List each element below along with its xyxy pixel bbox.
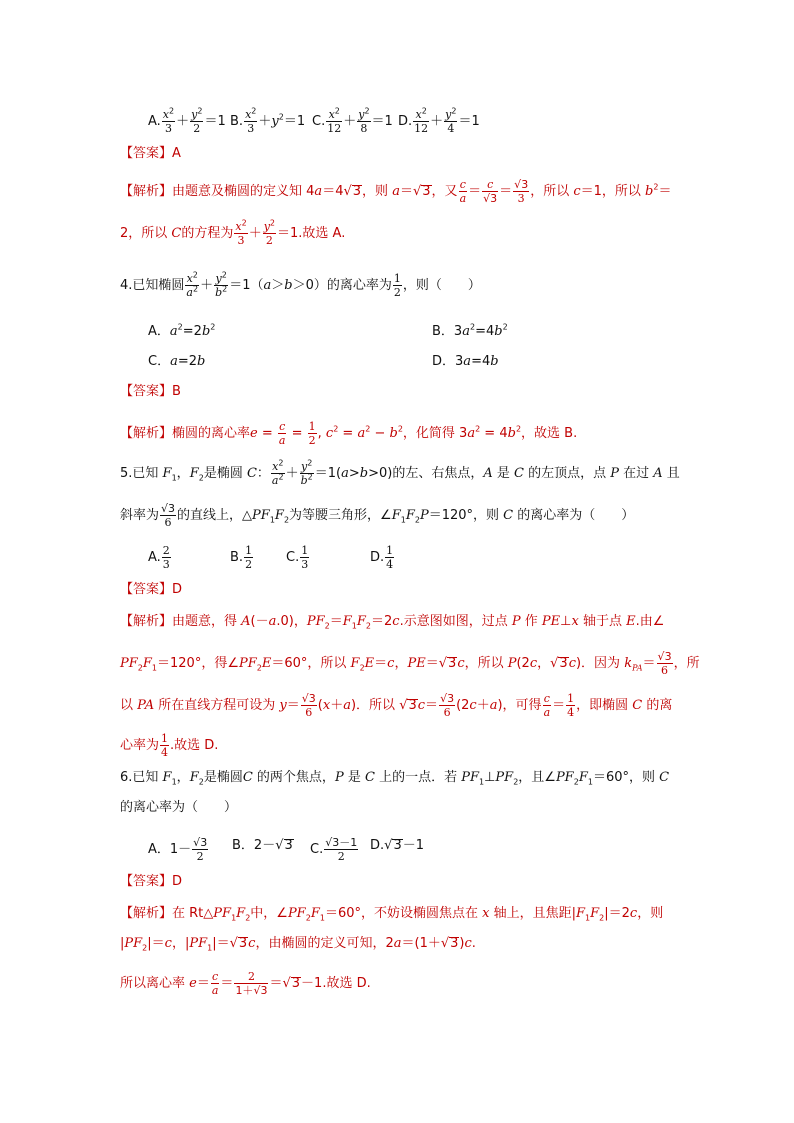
q3-option-c: C. $\frac{x^2}{12}$ ＋ $\frac{y^2}{8}$ ＝1 (312, 106, 393, 135)
q5-analysis-line4: 心率为 $\frac{1}{4}$ .故选 D. (120, 732, 219, 759)
q4-stem: 4.已知椭圆 $\frac{x^2}{a^2}$ ＋ $\frac{y^2}{b^2}$ ＝1（a＞b＞0）的离心率为 $\frac{1}{2}$ ，则（ ） (120, 270, 481, 299)
q3-option-b: B. $\frac{x^2}{3}$ $+y^2=1$ (230, 106, 306, 135)
q6-answer: 【答案】D (120, 874, 183, 889)
q5-stem-line1: 5.已知 $F_1$，$F_2$是椭圆 C： $\frac{x^2}{a^2}$ ＋ $\frac{y^2}{b^2}$ ＝1(a>b>0)的左、右焦点，A 是 C 的左顶点，点 P 在过 A 且 (120, 458, 680, 487)
q3-answer: 【答案】A (120, 146, 181, 161)
q4-option-c: C．a=2b (148, 354, 206, 369)
q5-answer: 【答案】D (120, 582, 183, 597)
q6-stem-line1: 6.已知 $F_1$，$F_2$是椭圆C 的两个焦点，P 是 C 上的一点．若 $PF_1\perp PF_2$，且$\angle PF_2F_1=60^\circ$，则 C (120, 770, 670, 787)
q6-option-c: C. $\frac{√3-1}{2}$ (310, 836, 358, 863)
q5-option-c: C. $\frac{1}{3}$ (286, 544, 309, 571)
q5-option-a: A. $\frac{2}{3}$ (148, 544, 170, 571)
q5-stem-line2: 斜率为 $\frac{√3}{6}$ 的直线上，$\triangle PF_1F_2$为等腰三角形，$\angle F_1F_2P=120^\circ$，则 C 的离心率为（ ） (120, 502, 635, 529)
q6-option-d: D.√3－1 (370, 838, 425, 853)
q6-option-a: A．1－ $\frac{√3}{2}$ (148, 836, 208, 863)
q5-option-b: B. $\frac{1}{2}$ (230, 544, 253, 571)
q3-analysis-line2: 2，所以 C的方程为 $\frac{x^2}{3}$ ＋ $\frac{y^2}{2}$ ＝1.故选 A. (120, 218, 346, 247)
q6-stem-line2: 的离心率为（ ） (120, 800, 238, 815)
q3-option-d: D. $\frac{x^2}{12}$ ＋ $\frac{y^2}{4}$ ＝1 (398, 106, 480, 135)
q4-analysis: 【解析】椭圆的离心率e = $\frac{c}{a}$ = $\frac{1}{2}$ , $c^2 = a^2 - b^2$，化简得 $3a^2 = 4b^2$，故选 B. (120, 420, 578, 447)
q4-option-d: D．3a=4b (432, 354, 499, 369)
q4-option-b: B．$3a^2=4b^2$ (432, 322, 508, 339)
q3-option-a: A. $\frac{x^2}{3}$ ＋ $\frac{y^2}{2}$ ＝1 (148, 106, 226, 135)
q4-answer: 【答案】B (120, 384, 181, 399)
q3-analysis-line1: 【解析】由题意及椭圆的定义知 4a＝4√3，则 a＝√3，又 $\frac{c}{a}$ ＝ $\frac{c}{√3}$ ＝ $\frac{√3}{3}$ ，所以 c＝1，所以 $b^2=$ (120, 178, 672, 205)
q6-analysis-line1: 【解析】在 $Rt\triangle PF_1F_2$中，$\angle PF_2F_1=60^\circ$，不妨设椭圆焦点在 x 轴上，且焦距$|F_1F_2|=2c$，则 (120, 906, 664, 923)
q6-option-b: B．2－√3 (232, 838, 293, 853)
q6-analysis-line2: $|PF_2|=c$，$|PF_1|=√3c$，由椭圆的定义可知，2a＝(1＋√3)c. (120, 936, 476, 953)
q5-analysis-line2: $PF_2F_1=120^\circ$，得$\angle PF_2E=60^\circ$，所以 $F_2E=c$，PE＝√3c，所以 P(2c，√3c)．因为 $k_{PA}=$ $\frac{√3}{6}$ ，所 (120, 650, 700, 677)
q6-analysis-line3: 所以离心率 e＝ $\frac{c}{a}$ ＝ $\frac{2}{1+√3}$ ＝√3－1.故选 D. (120, 970, 371, 997)
q5-analysis-line1: 【解析】由题意，得 A(－a.0)，$PF_2=F_1F_2=2c$.示意图如图，过点 P 作 PE⊥x 轴于点 E.由∠ (120, 614, 665, 631)
q5-option-d: D. $\frac{1}{4}$ (370, 544, 394, 571)
q4-option-a: A．$a^2=2b^2$ (148, 322, 216, 339)
q5-analysis-line3: 以 PA 所在直线方程可设为 y＝ $\frac{√3}{6}$ (x＋a)．所以 √3c＝ $\frac{√3}{6}$ (2c＋a)，可得 $\frac{c}{a}$ ＝ $\frac{1}{4}$ ，即椭圆 C 的离 (120, 692, 673, 719)
